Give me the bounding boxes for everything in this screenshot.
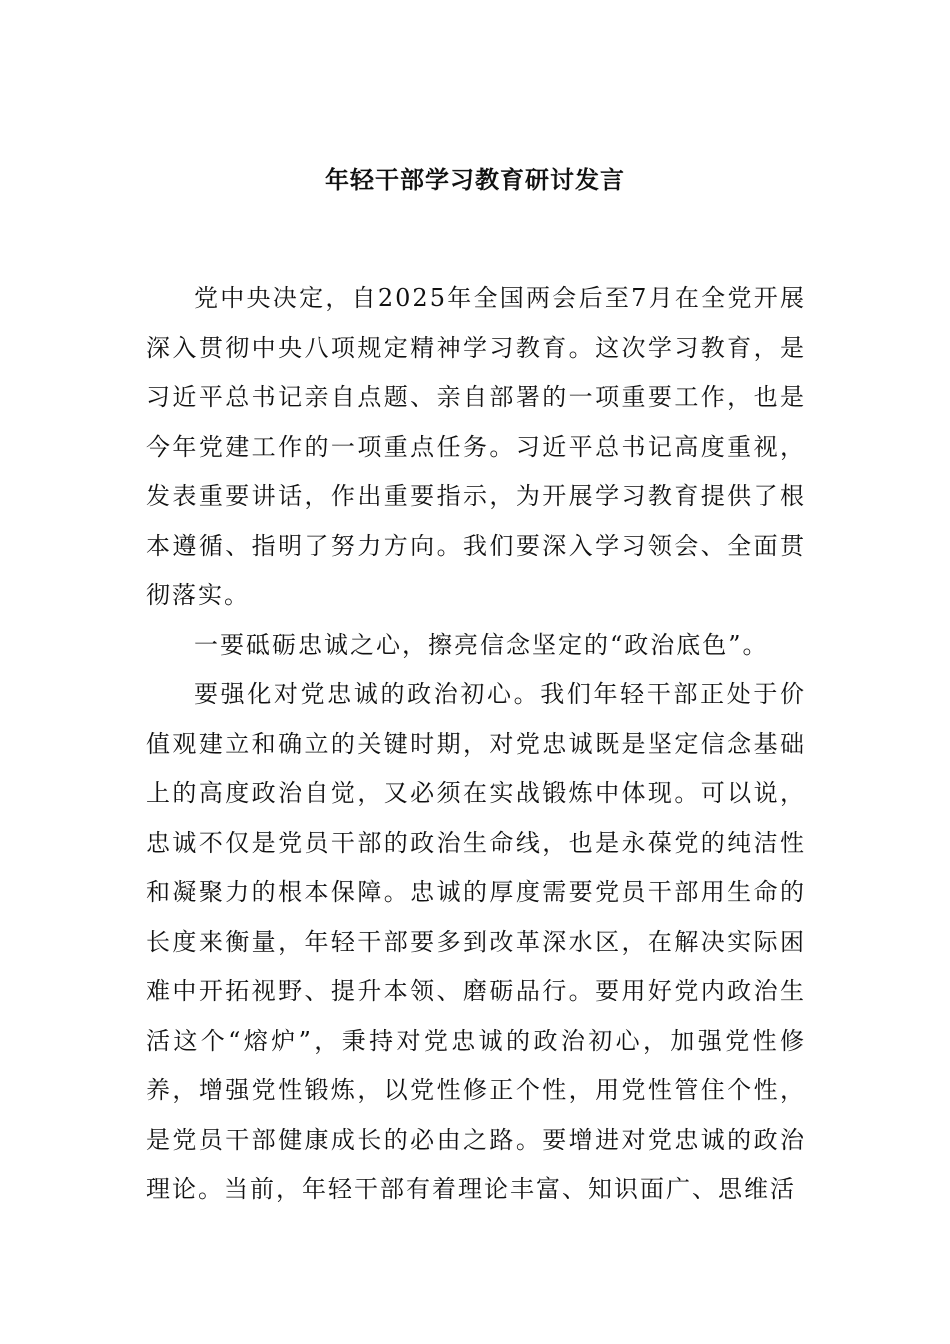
document-title: 年轻干部学习教育研讨发言 [325,165,625,194]
document-body [146,274,806,1215]
paragraph-loyalty: 要强化对党忠诚的政治初心。我们年轻干部正处于价值观建立和确立的关键时期，对党忠诚既是坚定信念基础上的高度政治自觉，又必须在实战锻炼中体现。可以说，忠诚不仅是党员干部的政治生命线，也是永葆党的纯洁性和凝聚力的根本保障。忠诚的厚度需要党员干部用生命的长度来衡量，年轻干部要多到改革深水区，在解决实际困难中开拓视野、提升本领、磨砺品行。要用好党内政治生活这个“熔炉”，秉持对党忠诚的政治初心，加强党性修养，增强党性锻炼，以党性修正个性，用党性管住个性，是党员干部健康成长的必由之路。要增进对党忠诚的政治理论。当前，年轻干部有着理论丰富、知识面广、思维活 [146,680,806,1203]
paragraph-heading-one: 一要砥砺忠诚之心，擦亮信念坚定的“政治底色”。 [194,630,769,659]
paragraph-intro: 党中央决定，自2025年全国两会后至7月在全党开展深入贯彻中央八项规定精神学习教育。这次学习教育，是习近平总书记亲自点题、亲自部署的一项重要工作，也是今年党建工作的一项重点任务。习近平总书记高度重视，发表重要讲话，作出重要指示，为开展学习教育提供了根本遵循、指明了努力方向。我们要深入学习领会、全面贯彻落实。 [146,284,806,609]
